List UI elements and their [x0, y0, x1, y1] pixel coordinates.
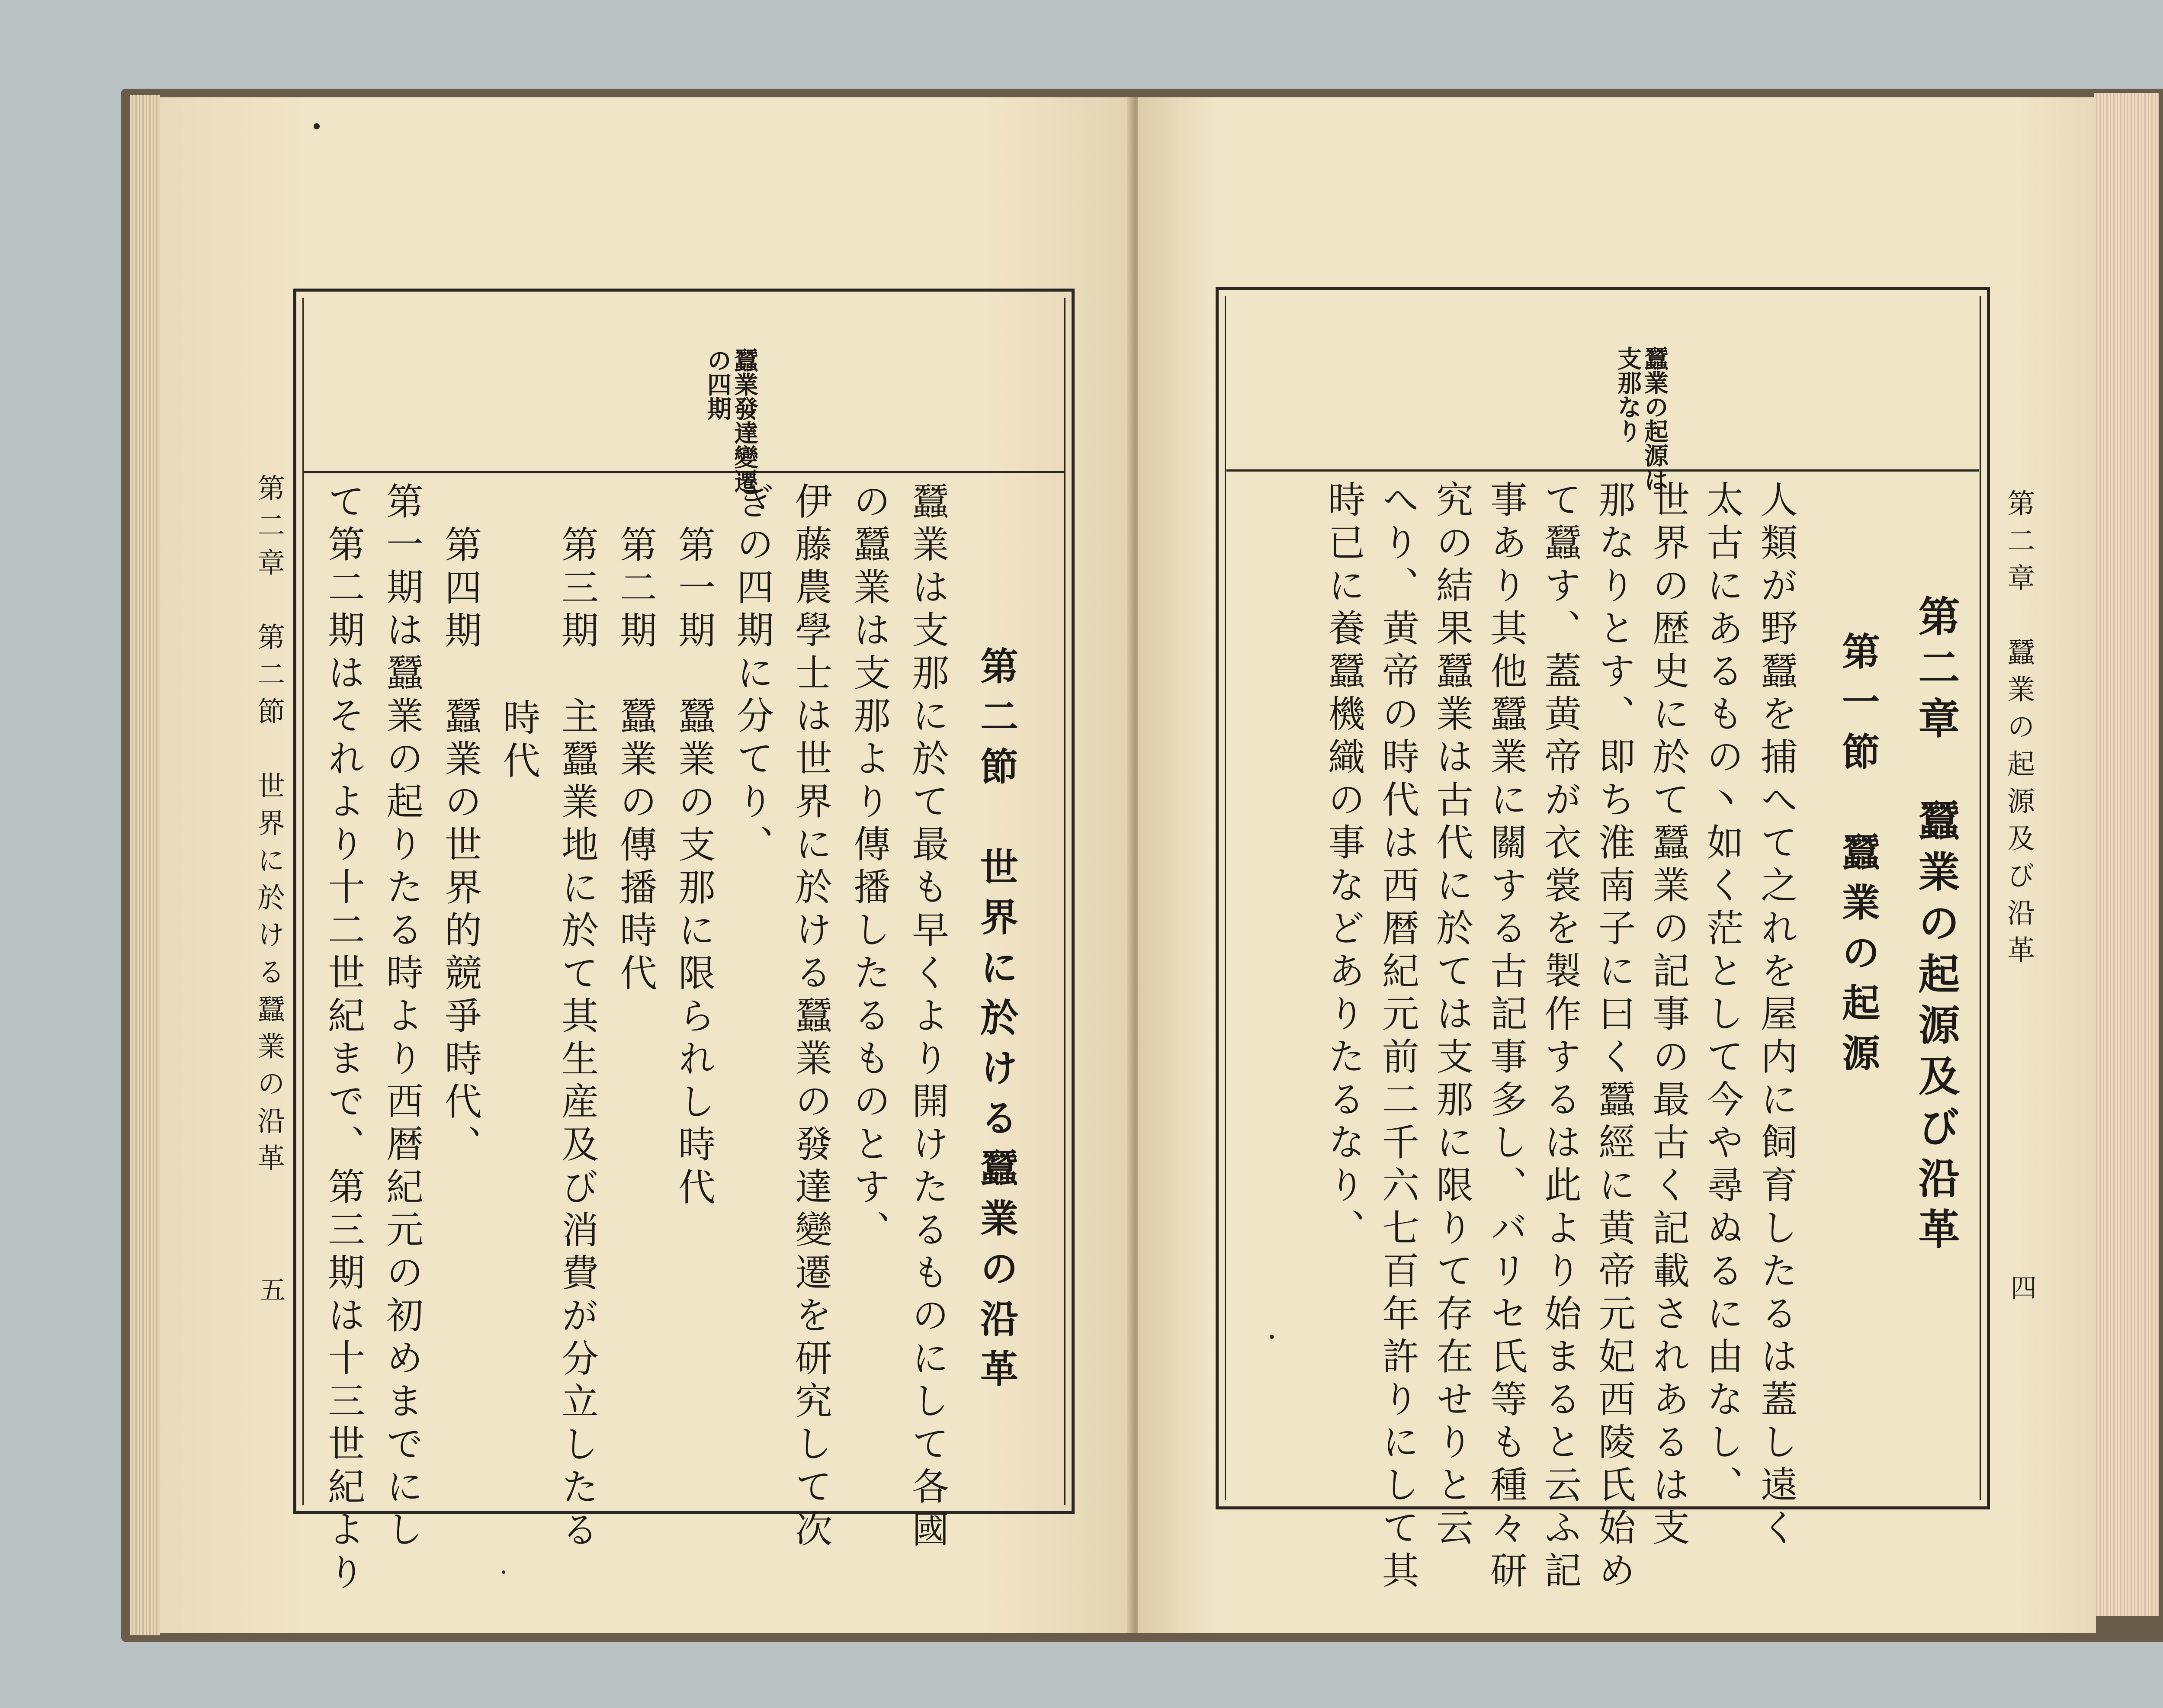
left-body-line-11: て第二期はそれより十二世紀まで、第三期は十三世紀より: [321, 482, 365, 1596]
left-body-line-6: 第二期 蠶業の傳播時代: [613, 525, 657, 996]
ink-speck: [502, 1570, 505, 1574]
left-section-title: 第二節 世界に於ける蠶業の沿革: [974, 646, 1019, 1399]
left-running-head: 第二章 第二節 世界に於ける蠶業の沿革: [253, 474, 285, 1181]
right-body-line-2: 太古にあるもの丶如く茫として今や尋ぬるに由なし、: [1700, 480, 1743, 1508]
left-body-line-2: の蠶業は支那より傳播したるものとす、: [847, 482, 890, 1253]
right-section-title: 第一節 蠶業の起源: [1836, 632, 1881, 1083]
left-body-line-5: 第一期 蠶業の支那に限られし時代: [672, 525, 715, 1210]
page-edge-right: [2094, 93, 2159, 1616]
right-body-line-4: 那なりとす、即ち淮南子に曰く蠶經に黄帝元妃西陵氏始め: [1592, 480, 1635, 1594]
frame-inner-left: [1225, 296, 1226, 1500]
left-body-line-7: 第三期 主蠶業地に於て其生産及び消費が分立したる: [555, 525, 598, 1553]
frame-inner-left: [302, 298, 304, 1505]
left-body-line-10: 第一期は蠶業の起りたる時より西暦紀元の初めまでにし: [380, 482, 423, 1553]
right-body-line-9: 時已に養蠶機織の事などありたるなり、: [1322, 480, 1365, 1251]
right-page-number: 四: [2006, 1274, 2037, 1306]
right-body-line-1: 人類が野蠶を捕へて之れを屋内に飼育したるは蓋し遠く: [1754, 480, 1797, 1551]
ink-speck: [314, 123, 320, 129]
right-body-line-7: 究の結果蠶業は古代に於ては支那に限りて存在せりと云: [1430, 480, 1473, 1551]
left-page-number: 五: [255, 1276, 286, 1308]
page-edge-left: [130, 95, 160, 1635]
chapter-title: 第二章 蠶業の起源及び沿革: [1912, 595, 1960, 1259]
right-body-line-5: て蠶す、蓋黄帝が衣裳を製作するは此より始まると云ふ記: [1538, 480, 1581, 1594]
left-body-line-4: ぎの四期に分てり、: [730, 482, 773, 867]
left-body-line-9: 第四期 蠶業の世界的競爭時代、: [438, 525, 481, 1168]
right-margin-note-line-1: 蠶業の起源は: [1640, 346, 1669, 491]
left-text-frame: [293, 289, 1075, 1596]
right-running-head: 第二章 蠶業の起源及び沿革: [2003, 489, 2035, 973]
frame-inner-right: [1064, 298, 1065, 1505]
margin-note-rule: [304, 471, 1064, 473]
right-body-line-3: 世界の歴史に於て蠶業の記事の最古く記載されあるは支: [1646, 480, 1689, 1551]
left-body-line-8: 時代: [497, 698, 540, 784]
left-margin-note-line-2: の四期: [703, 348, 732, 421]
right-body-line-8: へり、黄帝の時代は西暦紀元前二千六七百年許りにして其: [1376, 480, 1419, 1594]
right-margin-note-line-2: 支那なり: [1614, 346, 1642, 443]
left-body-line-1: 蠶業は支那に於て最も早くより開けたるものにして各國: [905, 482, 949, 1553]
ink-speck: [1270, 1335, 1274, 1339]
right-text-frame: [1216, 287, 1990, 1594]
left-margin-note-line-1: 蠶業發達變遷: [730, 348, 759, 493]
margin-note-rule: [1226, 469, 1979, 472]
frame-inner-right: [1980, 296, 1981, 1500]
right-body-line-6: 事あり其他蠶業に關する古記事多し、バリセ氏等も種々研: [1484, 480, 1527, 1594]
left-body-line-3: 伊藤農學士は世界に於ける蠶業の發達變遷を研究して次: [789, 482, 832, 1553]
